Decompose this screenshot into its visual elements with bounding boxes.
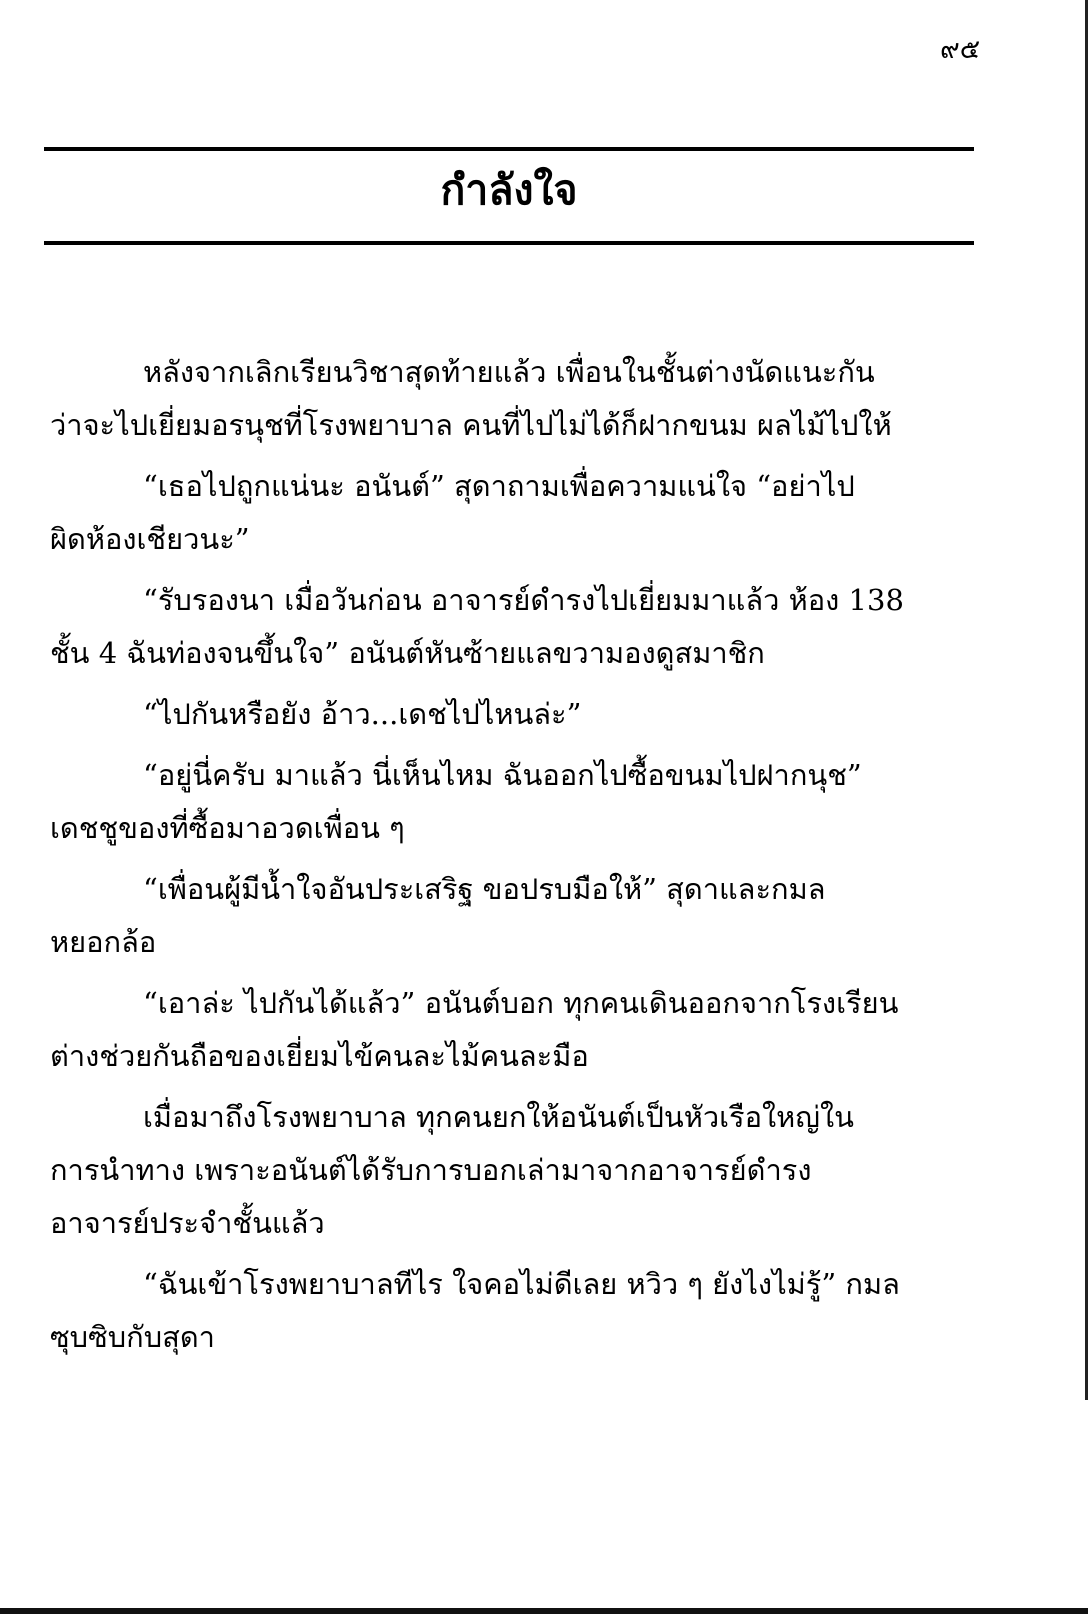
text-line: เดชชูของที่ซื้อมาอวดเพื่อน ๆ (50, 811, 405, 845)
text-line: “ไปกันหรือยัง อ้าว...เดชไปไหนล่ะ” (143, 697, 582, 731)
text-line: หยอกล้อ (50, 925, 157, 959)
paragraph-3 (50, 574, 975, 680)
text-line: “เพื่อนผู้มีน้ำใจอันประเสริฐ ขอปรบมือให้” สุดาและกมล (143, 872, 826, 906)
text-line: ต่างช่วยกันถือของเยี่ยมไข้คนละไม้คนละมือ (50, 1039, 589, 1073)
text-line: อาจารย์ประจำชั้นแล้ว (50, 1206, 325, 1240)
scan-edge-bottom (0, 1608, 1088, 1614)
paragraph-6 (50, 863, 975, 969)
paragraph-1 (50, 346, 975, 452)
text-line: เมื่อมาถึงโรงพยาบาล ทุกคนยกให้อนันต์เป็นหัวเรือใหญ่ใน (143, 1100, 854, 1134)
body-text (50, 346, 975, 1372)
text-line: การนำทาง เพราะอนันต์ได้รับการบอกเล่ามาจากอาจารย์ดำรง (50, 1153, 812, 1187)
paragraph-2 (50, 460, 975, 566)
text-line: ผิดห้องเชียวนะ” (50, 522, 250, 556)
text-line: ว่าจะไปเยี่ยมอรนุชที่โรงพยาบาล คนที่ไปไม่ได้ก็ฝากขนม ผลไม้ไปให้ (50, 408, 892, 442)
chapter-title: กำลังใจ (440, 166, 578, 214)
paragraph-8 (50, 1091, 975, 1250)
text-line: ชั้น 4 ฉันท่องจนขึ้นใจ” อนันต์หันซ้ายแลขวามองดูสมาชิก (50, 636, 765, 670)
page-number: ๙๕ (940, 34, 981, 65)
text-line: “ฉันเข้าโรงพยาบาลทีไร ใจคอไม่ดีเลย หวิว ๆ ยังไงไม่รู้” กมล (143, 1267, 900, 1301)
text-line: ซุบซิบกับสุดา (50, 1320, 215, 1354)
title-rule-top (44, 147, 974, 151)
paragraph-5 (50, 749, 975, 855)
text-line: “รับรองนา เมื่อวันก่อน อาจารย์ดำรงไปเยี่ยมมาแล้ว ห้อง 138 (143, 583, 904, 617)
text-line: “เธอไปถูกแน่นะ อนันต์” สุดาถามเพื่อความแน่ใจ “อย่าไป (143, 469, 855, 503)
paragraph-4 (50, 688, 975, 741)
text-line: “อยู่นี่ครับ มาแล้ว นี่เห็นไหม ฉันออกไปซื้อขนมไปฝากนุช” (143, 758, 862, 792)
text-line: “เอาล่ะ ไปกันได้แล้ว” อนันต์บอก ทุกคนเดินออกจากโรงเรียน (143, 986, 899, 1020)
text-line: หลังจากเลิกเรียนวิชาสุดท้ายแล้ว เพื่อนในชั้นต่างนัดแนะกัน (143, 355, 875, 389)
title-rule-bottom (44, 241, 974, 245)
paragraph-9 (50, 1258, 975, 1364)
paragraph-7 (50, 977, 975, 1083)
